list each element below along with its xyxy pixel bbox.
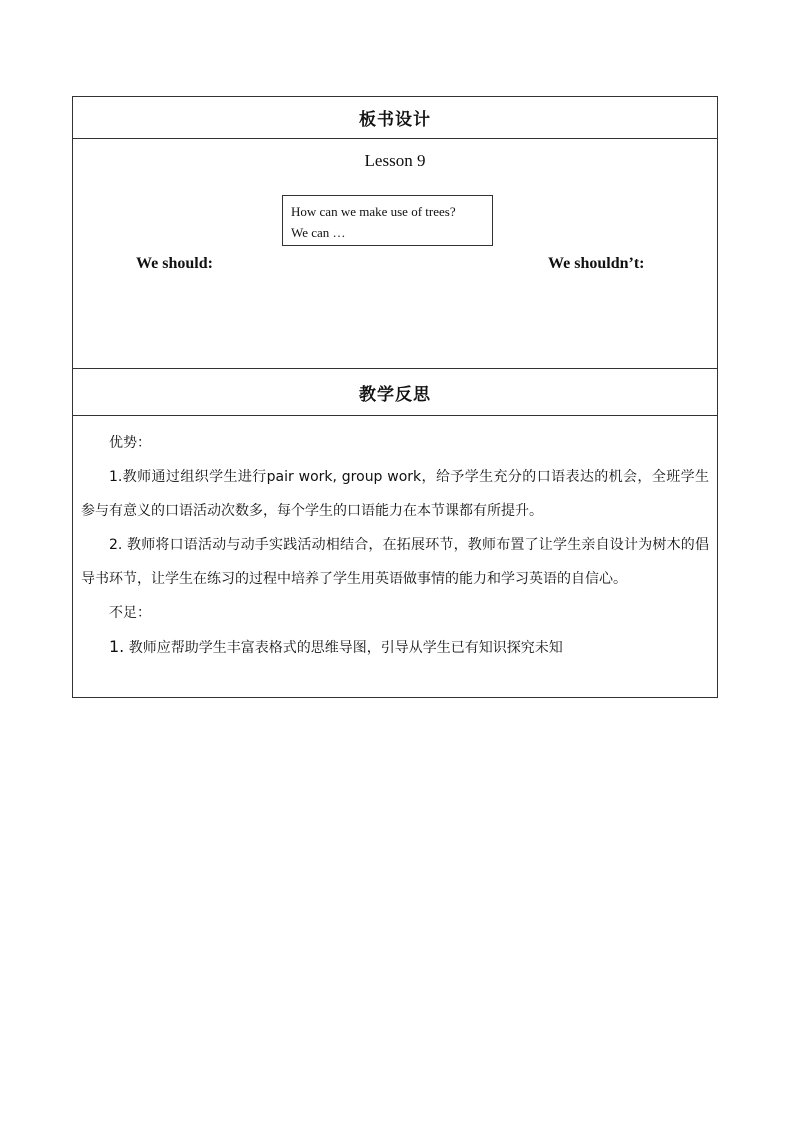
strengths-label: 优势：	[109, 435, 151, 451]
lesson-title: Lesson 9	[364, 151, 426, 170]
strength-point-2: 2. 教师将口语活动与动手实践活动相结合，在拓展环节，教师布置了让学生亲自设计为树木的倡导书环节，让学生在练习的过程中培养了学生用英语做事情的能力和学习英语的自信心。	[81, 537, 709, 587]
weakness-label: 不足：	[109, 605, 151, 621]
we-shouldnt-label: We shouldn’t:	[548, 255, 645, 272]
weakness-point-1-text: 教师应帮助学生丰富表格式的思维导图，引导从学生已有知识探究未知	[128, 640, 563, 656]
question-line: How can we make use of trees?	[291, 204, 456, 219]
strength-point-1: 1.教师通过组织学生进行pair work, group work，给予学生充分的口语表达的机会，全班学生参与有意义的口语活动次数多，每个学生的口语能力在本节课都有所提升。	[81, 469, 709, 519]
board-design-cell	[73, 139, 717, 369]
weakness-point-1	[81, 630, 709, 665]
reflection-heading-cell	[73, 369, 717, 416]
we-should-label: We should:	[136, 255, 213, 272]
weakness-point-1-number: 1.	[109, 637, 125, 656]
reflection-cell	[73, 416, 717, 697]
answer-starter-line: We can …	[291, 225, 346, 240]
board-design-heading-cell	[73, 97, 717, 139]
reflection-heading: 教学反思	[359, 384, 431, 405]
question-box	[282, 195, 493, 246]
board-design-heading: 板书设计	[359, 110, 431, 130]
lesson-table	[72, 96, 718, 698]
